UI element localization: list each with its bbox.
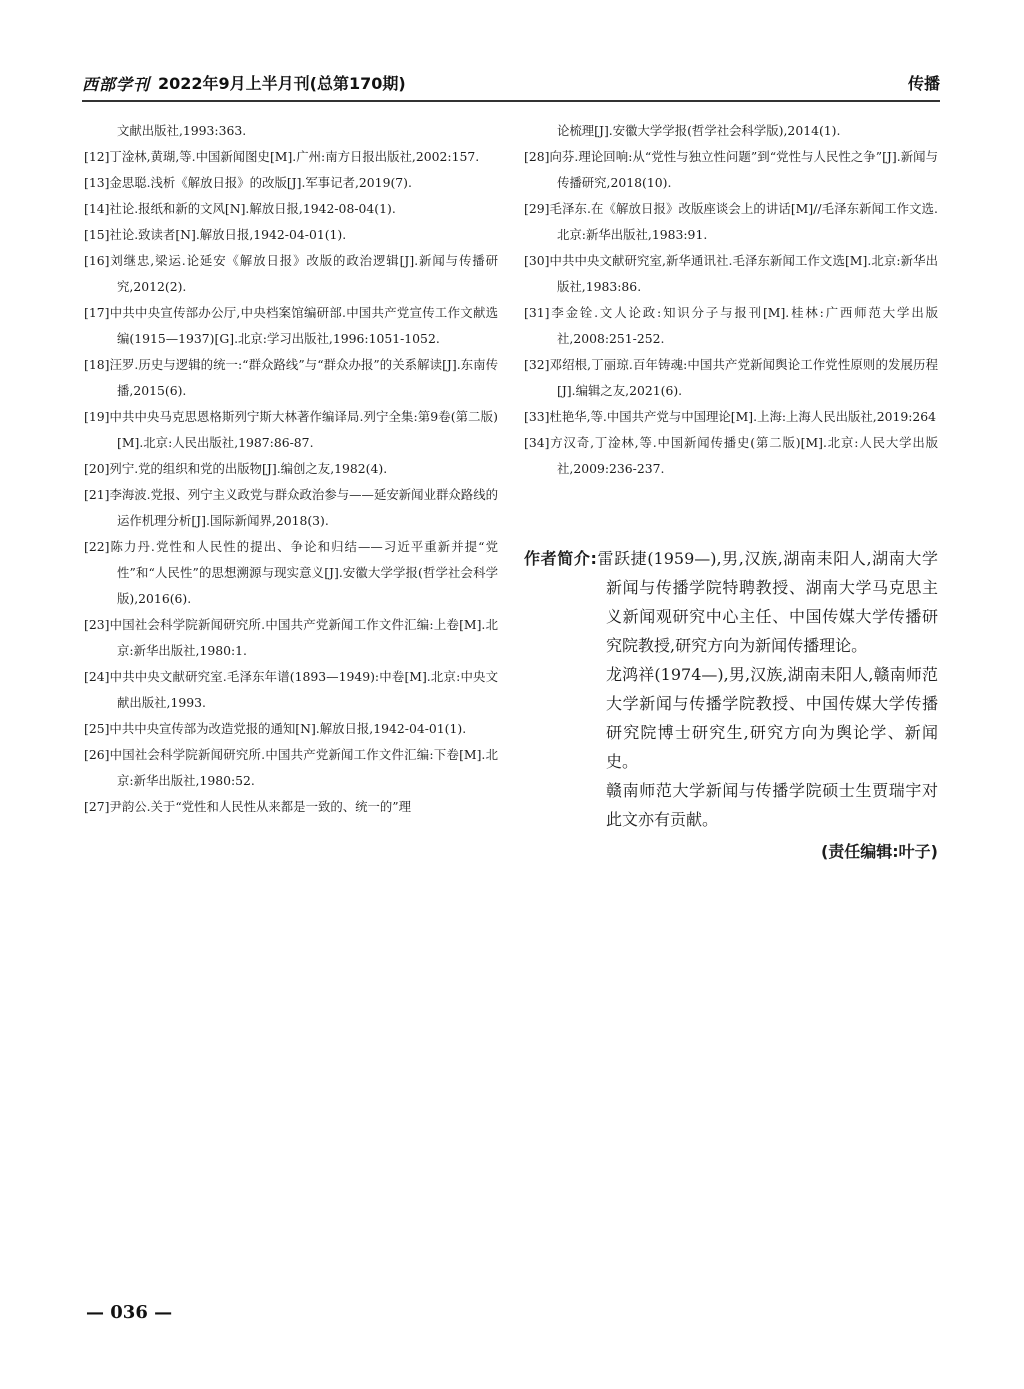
reference-entry: [24]中共中央文献研究室.毛泽东年谱(1893—1949):中卷[M].北京:中央文献出版社,1993. [84,669,498,710]
reference-entry: [34]方汉奇,丁淦林,等.中国新闻传播史(第二版)[M].北京:人民大学出版社,2009:236-237. [524,435,938,476]
reference-entry: [25]中共中央宣传部为改造党报的通知[N].解放日报,1942-04-01(1). [84,721,467,736]
reference-entry: [21]李海波.党报、列宁主义政党与群众政治参与——延安新闻业群众路线的运作机理分析[J].国际新闻界,2018(3). [84,487,498,528]
reference-entry: [23]中国社会科学院新闻研究所.中国共产党新闻工作文件汇编:上卷[M].北京:新华出版社,1980:1. [84,617,498,658]
reference-entry: [18]汪罗.历史与逻辑的统一:“群众路线”与“群众办报”的关系解读[J].东南传播,2015(6). [84,357,498,398]
reference-entry: 论梳理[J].安徽大学学报(哲学社会科学版),2014(1). [557,123,841,138]
reference-entry: [14]社论.报纸和新的文风[N].解放日报,1942-08-04(1). [84,201,396,216]
reference-entry: [12]丁淦林,黄瑚,等.中国新闻图史[M].广州:南方日报出版社,2002:157. [84,149,480,164]
reference-entry: [20]列宁.党的组织和党的出版物[J].编创之友,1982(4). [84,461,388,476]
reference-entry: [31]李金铨.文人论政:知识分子与报刊[M].桂林:广西师范大学出版社,2008:251-252. [524,305,938,346]
acknowledgment: 赣南师范大学新闻与传播学院硕士生贾瑞宇对此文亦有贡献。 [606,781,938,829]
section-name: 传播 [907,74,940,93]
reference-entry: 文献出版社,1993:363. [117,123,247,138]
reference-entry: [15]社论.致读者[N].解放日报,1942-04-01(1). [84,227,347,242]
reference-entry: [13]金思聪.浅析《解放日报》的改版[J].军事记者,2019(7). [84,175,412,190]
reference-entry: [26]中国社会科学院新闻研究所.中国共产党新闻工作文件汇编:下卷[M].北京:新华出版社,1980:52. [84,747,498,788]
header-divider [82,100,940,102]
reference-entry: [29]毛泽东.在《解放日报》改版座谈会上的讲话[M]//毛泽东新闻工作文选.北京:新华出版社,1983:91. [524,201,938,242]
author-bio-1-text: 雷跃捷(1959—),男,汉族,湖南耒阳人,湖南大学新闻与传播学院特聘教授、湖南大学马克思主义新闻观研究中心主任、中国传媒大学传播研究院教授,研究方向为新闻传播理论。 [596,549,938,655]
reference-entry: [22]陈力丹.党性和人民性的提出、争论和归结——习近平重新并提“党性”和“人民性”的思想溯源与现实意义[J].安徽大学学报(哲学社会科学版),2016(6). [84,539,498,606]
responsible-editor: (责任编辑:叶子) [820,842,938,861]
reference-entry: [19]中共中央马克思恩格斯列宁斯大林著作编译局.列宁全集:第9卷(第二版)[M].北京:人民出版社,1987:86-87. [84,409,498,450]
reference-entry: [30]中共中央文献研究室,新华通讯社.毛泽东新闻工作文选[M].北京:新华出版社,1983:86. [524,253,938,294]
references-left-column [84,118,498,820]
reference-entry: [17]中共中央宣传部办公厅,中央档案馆编研部.中国共产党宣传工作文献选编(1915—1937)[G].北京:学习出版社,1996:1051-1052. [84,305,498,346]
reference-entry: [32]邓绍根,丁丽琼.百年铸魂:中国共产党新闻舆论工作党性原则的发展历程[J].编辑之友,2021(6). [524,357,938,398]
reference-entry: [28]向芬.理论回响:从“党性与独立性问题”到“党性与人民性之争”[J].新闻与传播研究,2018(10). [524,149,938,190]
page-number: — 036 — [86,1302,173,1323]
reference-entry: [27]尹韵公.关于“党性和人民性从来都是一致的、统一的”理 [84,799,412,814]
reference-entry: [16]刘继忠,梁运.论延安《解放日报》改版的政治逻辑[J].新闻与传播研究,2012(2). [84,253,498,294]
reference-entry: [33]杜艳华,等.中国共产党与中国理论[M].上海:上海人民出版社,2019:264 [524,409,937,424]
author-info-label: 作者简介: [524,549,597,568]
author-bio-1 [524,544,938,660]
issue-info: 2022年9月上半月刊(总第170期) [158,74,406,93]
author-info [524,544,938,866]
references-right-column [524,118,938,482]
journal-logo: 西部学刊 [82,75,151,94]
author-bio-2: 龙鸿祥(1974—),男,汉族,湖南耒阳人,赣南师范大学新闻与传播学院教授、中国传媒大学传播研究院博士研究生,研究方向为舆论学、新闻史。 [606,665,938,771]
page-header [82,68,940,98]
